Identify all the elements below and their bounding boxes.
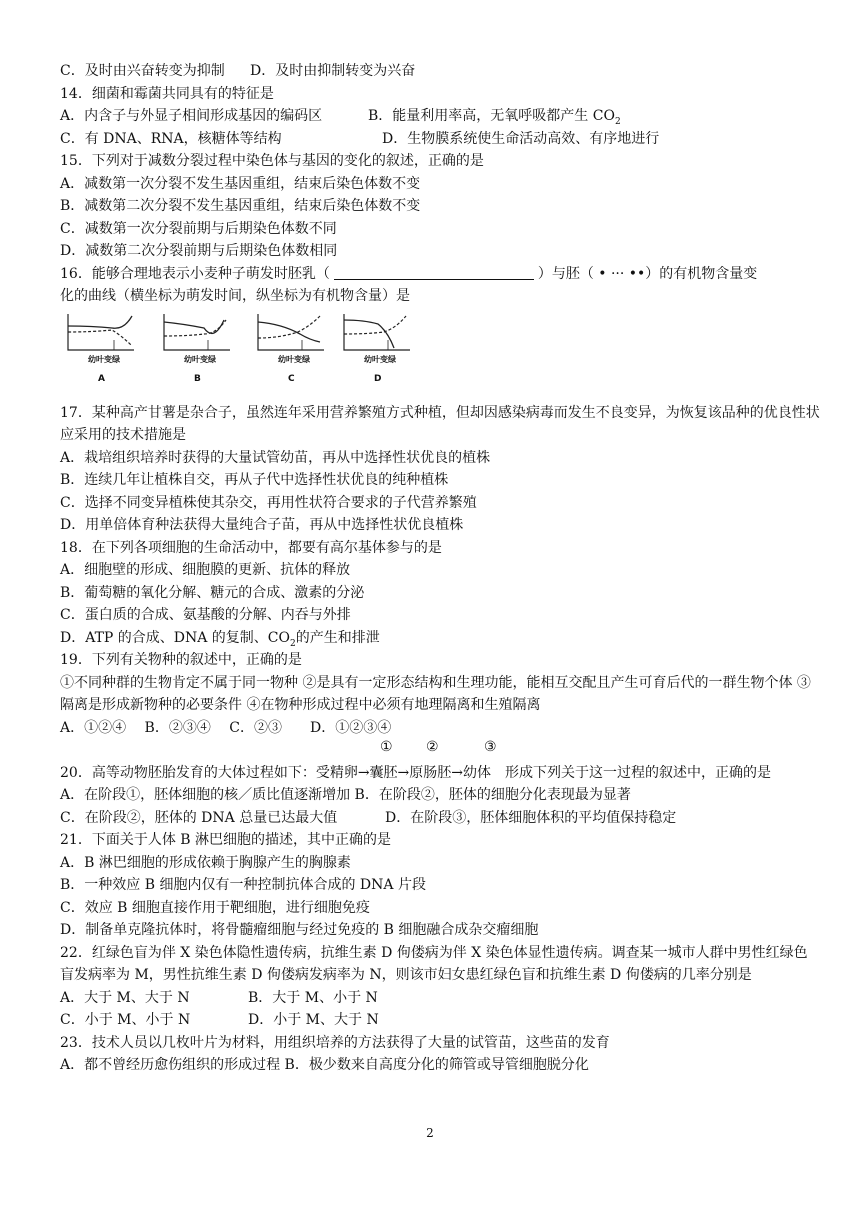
exam-page (60, 60, 820, 1077)
figure-b-label: 幼叶变绿 (184, 354, 216, 364)
q21-option-c: C．效应 B 细胞直接作用于靶细胞，进行细胞免疫 (60, 899, 370, 916)
q14-options-ab (60, 105, 820, 128)
figure-c-caption: C (288, 373, 295, 384)
q19-options: A．①②④ B．②③④ C．②③ D．①②③④ (60, 719, 392, 736)
q19-stem: 19．下列有关物种的叙述中，正确的是 (60, 652, 302, 668)
q22-options-cd (60, 1009, 820, 1032)
q19-body: ①不同种群的生物肯定不属于同一物种 ②是具有一定形态结构和生理功能，能相互交配且产生可育后代的一群生物个体 ③隔离是形成新物种的必要条件 ④在物种形成过程中必须有地理隔离和生殖隔离 (60, 674, 811, 713)
curve-figure-c (252, 312, 332, 392)
q18-option-c: C．蛋白质的合成、氨基酸的分解、内吞与外排 (60, 607, 351, 623)
q22-option-c: C．小于 M、小于 N (60, 1012, 191, 1028)
q18-option-b: B．葡萄糖的氧化分解、糖元的合成、激素的分泌 (60, 584, 365, 601)
figure-a-caption: A (98, 373, 105, 384)
q13-option-c: C．及时由兴奋转变为抑制 (60, 63, 225, 79)
q23-stem: 23．技术人员以几枚叶片为材料，用组织培养的方法获得了大量的试管苗，这些苗的发育 (60, 1034, 610, 1051)
q21-option-a: A．B 淋巴细胞的形成依赖于胸腺产生的胸腺素 (60, 854, 351, 871)
q18-option-d: D．ATP 的合成、DNA 的复制、$CO_2$的产生和排泄 (60, 629, 380, 649)
q20-stem: 20．高等动物胚胎发育的大体过程如下：受精卵→囊胚→原肠胚→幼体 形成下列关于这一过程的叙述中，正确的是 (60, 764, 772, 781)
q17-option-b: B．连续几年让植株自交，再从子代中选择性状优良的纯种植株 (60, 472, 449, 488)
stage-mark-1: ① (380, 739, 393, 755)
stage-mark-2: ② (426, 739, 439, 755)
q17-option-c: C．选择不同变异植株使其杂交，再用性状符合要求的子代营养繁殖 (60, 494, 477, 511)
q18-option-a: A．细胞壁的形成、细胞膜的更新、抗体的释放 (60, 562, 351, 578)
q20-option-d: D．在阶段③，胚体细胞体积的平均值保持稳定 (385, 809, 677, 826)
q15-option-b: B．减数第二次分裂不发生基因重组，结束后染色体数不变 (60, 198, 421, 214)
q15-option-c: C．减数第一次分裂前期与后期染色体数不同 (60, 220, 337, 237)
q13-options-cd (60, 60, 820, 83)
q14-option-b: B．能量利用率高，无氧呼吸都产生 $CO_2$ (368, 108, 621, 127)
q22-option-d: D．小于 M、大于 N (248, 1012, 379, 1028)
stage-mark-3: ③ (484, 739, 497, 755)
figure-d-caption: D (374, 373, 382, 384)
q21-option-d: D．制备单克隆抗体时，将骨髓瘤细胞与经过免疫的 B 细胞融合成杂交瘤细胞 (60, 922, 539, 938)
figure-c-label: 幼叶变绿 (278, 354, 310, 364)
q14-stem: 14．细菌和霉菌共同具有的特征是 (60, 85, 274, 102)
q18-stem: 18．在下列各项细胞的生命活动中，都要有高尔基体参与的是 (60, 539, 442, 556)
q17-option-d: D．用单倍体育种法获得大量纯合子苗，再从中选择性状优良植株 (60, 517, 464, 533)
q15-stem: 15．下列对于减数分裂过程中染色体与基因的变化的叙述，正确的是 (60, 153, 484, 169)
q14-options-cd (60, 128, 820, 151)
q16-figures (60, 312, 820, 394)
figure-d-label: 幼叶变绿 (364, 354, 396, 364)
answer-blank (334, 265, 534, 280)
curve-figure-d (338, 312, 418, 392)
q23-options-ab: A．都不曾经历愈伤组织的形成过程 B．极少数来自高度分化的筛管或导管细胞脱分化 (60, 1057, 589, 1073)
q22-option-b: B．大于 M、小于 N (248, 989, 378, 1006)
q15-option-a: A．减数第一次分裂不发生基因重组，结束后染色体数不变 (60, 175, 421, 192)
q17-option-a: A．栽培组织培养时获得的大量试管幼苗，再从中选择性状优良的植株 (60, 449, 491, 466)
q16-stem: 16．能够合理地表示小麦种子萌发时胚乳（ ）与胚（ • ··· ••）的有机物含量变 (60, 265, 758, 282)
figure-b-caption: B (194, 373, 201, 384)
curve-figure-b (158, 312, 238, 392)
q17-stem: 17．某种高产甘薯是杂合子，虽然连年采用营养繁殖方式种植，但却因感染病毒而发生不良变异，为恢复该品种的优良性状应采用的技术措施是 (60, 404, 820, 443)
q13-option-d: D．及时由抑制转变为兴奋 (250, 63, 416, 79)
q20-options-ab: A．在阶段①，胚体细胞的核／质比值逐渐增加 B．在阶段②，胚体的细胞分化表现最为显著 (60, 787, 631, 803)
q20-stage-marks (60, 739, 820, 762)
q22-options-ab (60, 987, 820, 1010)
q21-option-b: B．一种效应 B 细胞内仅有一种控制抗体合成的 DNA 片段 (60, 877, 426, 893)
q14-option-a: A．内含子与外显子相间形成基因的编码区 (60, 108, 323, 124)
figure-a-label: 幼叶变绿 (88, 354, 120, 364)
q20-options-cd (60, 807, 820, 830)
q14-option-c: C．有 DNA、RNA，核糖体等结构 (60, 130, 282, 147)
q15-option-d: D．减数第二次分裂前期与后期染色体数相同 (60, 243, 338, 259)
q20-option-c: C．在阶段②，胚体的 DNA 总量已达最大值 (60, 809, 338, 826)
q14-option-d: D．生物膜系统使生命活动高效、有序地进行 (382, 130, 660, 147)
q16-stem-2: 化的曲线（横坐标为萌发时间，纵坐标为有机物含量）是 (60, 288, 410, 304)
q22-option-a: A．大于 M、大于 N (60, 989, 190, 1006)
page-number: 2 (426, 1126, 434, 1140)
q22-stem: 22．红绿色盲为伴 X 染色体隐性遗传病，抗维生素 D 佝偻病为伴 X 染色体显性遗传病。调查某一城市人群中男性红绿色盲发病率为 M，男性抗维生素 D 佝偻病发病率为 N，则该市妇女患红绿色盲和抗维生素 D 佝偻病的几率分别是 (60, 944, 808, 983)
curve-figure-a (62, 312, 142, 392)
q21-stem: 21．下面关于人体 B 淋巴细胞的描述，其中正确的是 (60, 832, 392, 848)
